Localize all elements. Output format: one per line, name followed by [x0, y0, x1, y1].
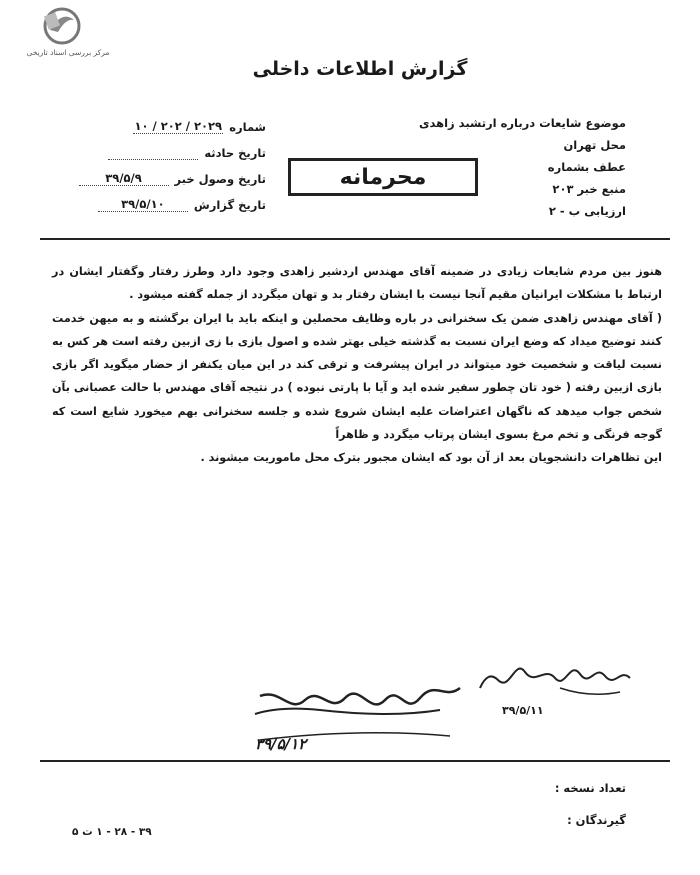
copies-label: تعداد نسخه :: [554, 781, 626, 795]
received-date-value: ۳۹/۵/۹: [79, 171, 169, 186]
subject-value: شایعات درباره ارتشبد زاهدی: [418, 116, 582, 130]
source-label: منبع خبر: [577, 182, 626, 196]
report-date-row: [46, 186, 266, 212]
subject-label: موضوع: [585, 116, 626, 130]
reference-label: عطف بشماره: [547, 160, 626, 174]
header-fields-left: [46, 108, 266, 212]
received-date-row: [46, 160, 266, 186]
header-divider: [40, 238, 670, 240]
incident-date-label: تاریخ حادثه: [204, 146, 266, 160]
evaluation-value: ب - ۲: [548, 204, 581, 218]
incident-date-row: [46, 134, 266, 160]
document-code: ۳۹ - ۲۸ - ۱ ت ۵: [72, 826, 152, 838]
signature-officer-date: ۳۹/۵/۱۲: [255, 735, 307, 753]
evaluation-row: [296, 196, 626, 218]
distribution-block: [555, 772, 626, 836]
report-date-label: تاریخ گزارش: [193, 198, 266, 212]
body-paragraph: این تظاهرات دانشجویان بعد از آن بود که ایشان مجبور بترک محل ماموریت میشوند .: [200, 451, 662, 465]
body-paragraph: ( آقای مهندس زاهدی ضمن یک سخنرانی در باره وظایف محصلین و اینکه باید با ایران برگشته و به میهن خدمت کنند توضیح میداد که وضع ایران نسبت به گذشته خیلی بهتر شده و اصول بازی با زی ازبین رفته است هر کس به نسبت لیاقت و شخصیت خود میتواند در ایران پیشرفت و ترقی کند در این میان یکنفر از حضار میگوید اگر بازی بازی ازبین رفته ( خود تان چطور سفیر شده اید و آیا با پارتی نبوده ) در نتیجه آقای مهندس با حالت عصبانی بآن شخص جواب میدهد که ناگهان اعتراضات علیه ایشان شروع شده و جلسه سخنرانی بهم میخورد شایع است که گوجه فرنگی و تخم مرغ بسوی ایشان پرتاب میگردد و ظاهراً: [52, 311, 662, 442]
incident-date-value: [108, 159, 198, 160]
number-value: ۲۰۲۹ / ۲۰۲ / ۱۰: [134, 119, 223, 133]
signature-director: [470, 658, 640, 728]
location-label: محل: [600, 138, 626, 152]
archive-logo-caption: مرکز بررسی اسناد تاریخی: [26, 48, 110, 57]
confidential-stamp: محرمانه: [288, 158, 478, 196]
evaluation-label: ارزیابی: [584, 204, 626, 218]
location-value: تهران: [563, 138, 597, 152]
body-paragraph: هنوز بین مردم شایعات زیادی در ضمینه آقای مهندس اردشیر زاهدی وجود دارد وطرز رفتار وگفتار ایشان در ارتباط با مشکلات ایرانیان مقیم آنجا نیست با ایشان رفتار بد و تهان میگردد از جمله گفته میشود .: [52, 265, 662, 302]
subject-row: [296, 108, 626, 130]
archive-logo: [8, 6, 128, 58]
signature-director-date: ۳۹/۵/۱۱: [502, 704, 544, 717]
number-label: شماره: [229, 120, 266, 134]
recipients-label: گیرندگان :: [567, 813, 626, 827]
number-row: [46, 108, 266, 134]
archive-logo-icon: [40, 6, 82, 46]
report-date-value: ۳۹/۵/۱۰: [98, 197, 188, 212]
received-date-label: تاریخ وصول خبر: [174, 172, 266, 186]
report-body: [52, 260, 662, 470]
source-value: ۲۰۳: [552, 182, 574, 196]
location-row: [296, 130, 626, 152]
report-title: گزارش اطلاعات داخلی: [252, 58, 468, 80]
footer-divider: [40, 760, 670, 762]
